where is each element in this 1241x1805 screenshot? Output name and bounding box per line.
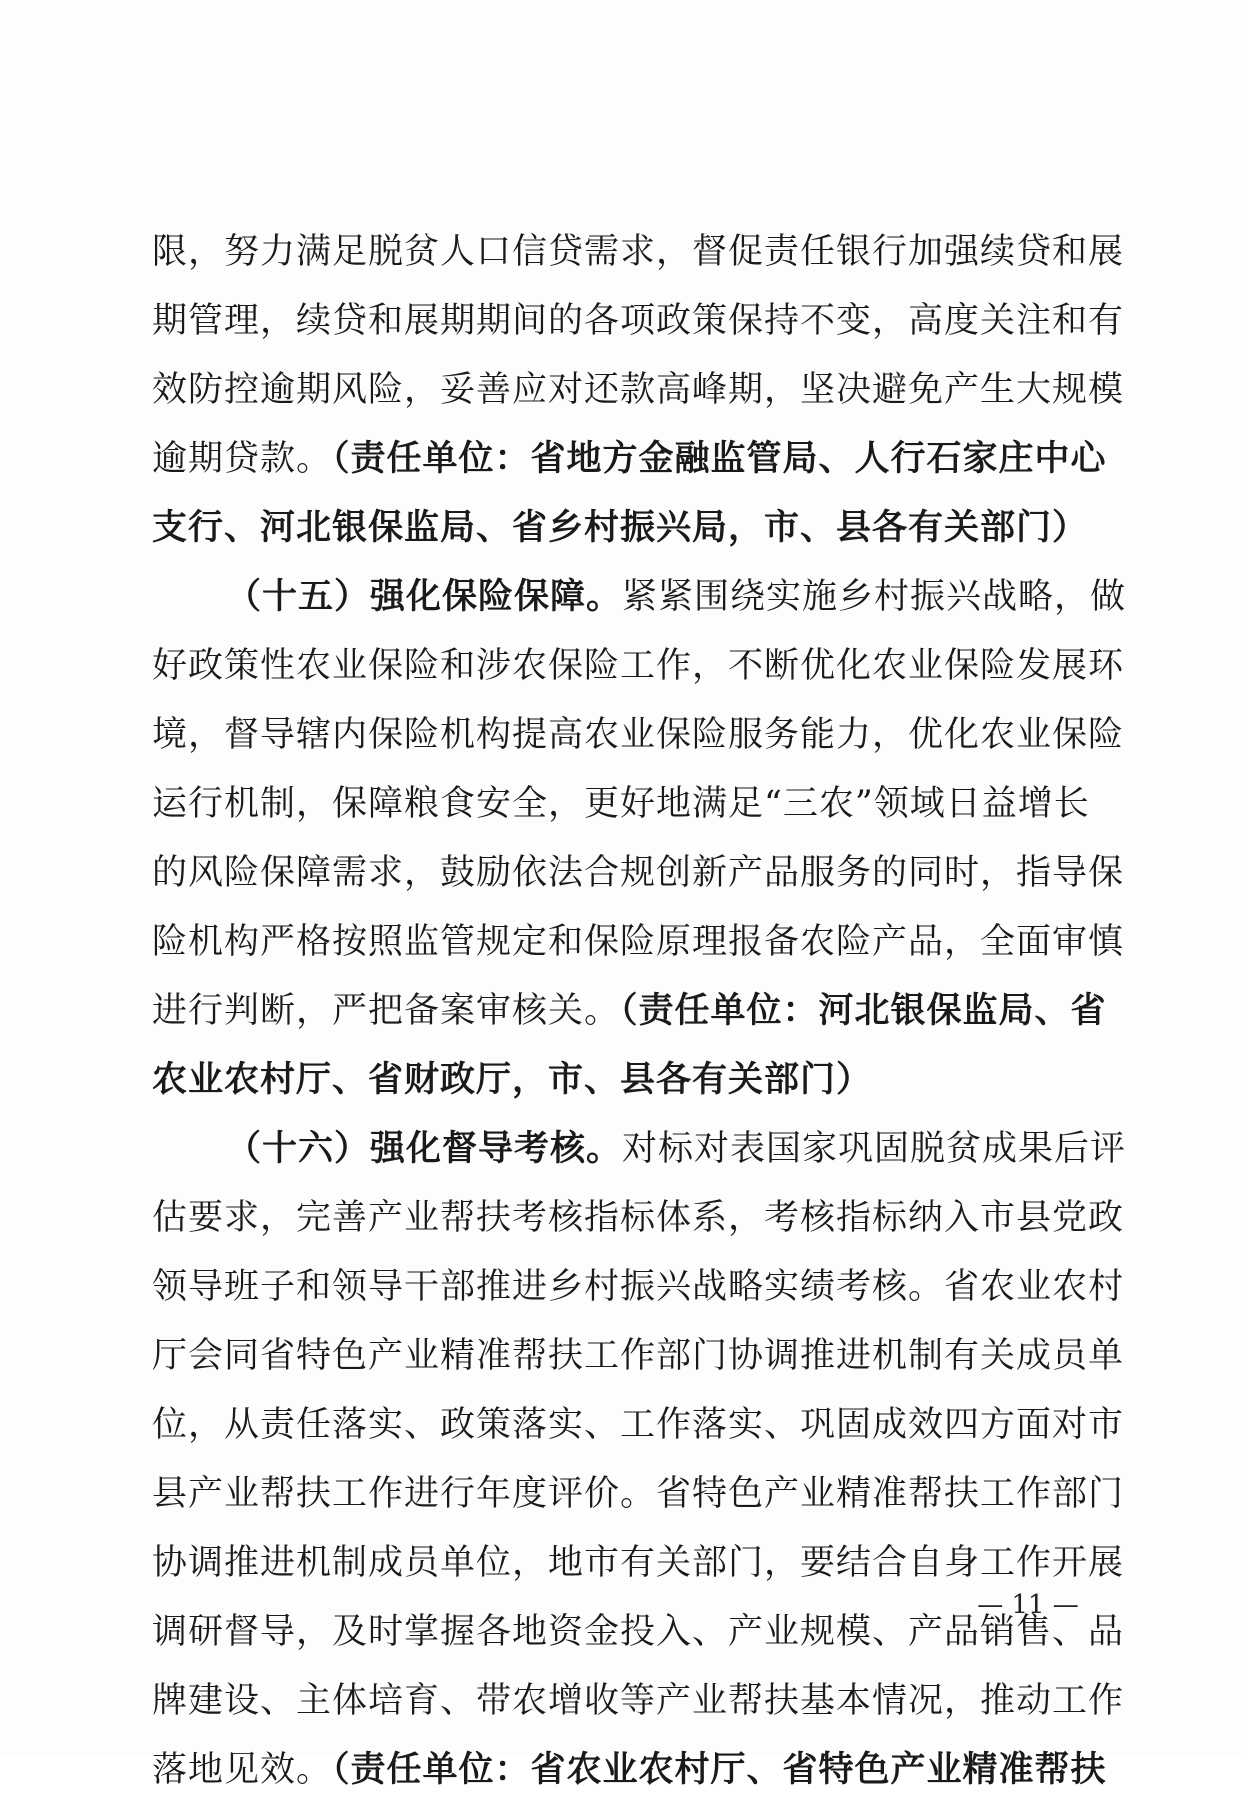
text-line [152, 1667, 1125, 1736]
text-segment: 厅会同省特色产业精准帮扶工作部门协调推进机制有关成员单 [152, 1336, 1125, 1376]
text-segment: 好政策性农业保险和涉农保险工作，不断优化农业保险发展环 [152, 646, 1125, 686]
text-line [152, 839, 1125, 908]
bold-text-segment: （十六）强化督导考核。 [226, 1129, 623, 1169]
text-line [152, 1391, 1125, 1460]
text-line [152, 494, 1089, 563]
bold-text-segment: 支行、河北银保监局、省乡村振兴局，市、县各有关部门） [152, 508, 1089, 548]
text-segment: 险机构严格按照监管规定和保险原理报备农险产品，全面审慎 [152, 922, 1125, 962]
bold-text-segment: 农业农村厅、省财政厅，市、县各有关部门） [152, 1060, 873, 1100]
text-line [152, 632, 1125, 701]
text-line [152, 1460, 1125, 1529]
text-segment: 估要求，完善产业帮扶考核指标体系，考核指标纳入市县党政 [152, 1198, 1125, 1238]
text-segment: 期管理，续贷和展期期间的各项政策保持不变，高度关注和有 [152, 301, 1125, 341]
bold-text-segment: （责任单位：省地方金融监管局、人行石家庄中心 [332, 439, 1107, 479]
text-segment: 逾期贷款。 [152, 439, 333, 479]
bold-text-segment: （责任单位：河北银保监局、省 [620, 991, 1107, 1031]
text-segment: 落地见效。 [152, 1750, 333, 1790]
text-line [152, 563, 1127, 632]
text-line [152, 356, 1125, 425]
bold-text-segment: （责任单位：省农业农村厅、省特色产业精准帮扶 [332, 1750, 1107, 1790]
text-line [152, 1046, 1082, 1115]
text-segment: 县产业帮扶工作进行年度评价。省特色产业精准帮扶工作部门 [152, 1474, 1125, 1514]
text-line [152, 425, 1107, 494]
text-segment: 的风险保障需求，鼓励依法合规创新产品服务的同时，指导保 [152, 853, 1125, 893]
text-line [152, 1322, 1125, 1391]
text-segment: 领导班子和领导干部推进乡村振兴战略实绩考核。省农业农村 [152, 1267, 1125, 1307]
text-line [152, 287, 1125, 356]
text-segment: 调研督导，及时掌握各地资金投入、产业规模、产品销售、品 [152, 1612, 1125, 1652]
text-line [152, 701, 1125, 770]
text-segment: 紧紧围绕实施乡村振兴战略，做 [622, 577, 1127, 617]
text-line [152, 218, 1125, 287]
text-line [152, 1529, 1125, 1598]
text-segment: 效防控逾期风险，妥善应对还款高峰期，坚决避免产生大规模 [152, 370, 1125, 410]
text-segment: 运行机制，保障粮食安全，更好地满足“三农”领域日益增长 [152, 784, 1090, 824]
text-line [152, 1253, 1125, 1322]
text-segment: 进行判断，严把备案审核关。 [152, 991, 621, 1031]
text-segment: 协调推进机制成员单位，地市有关部门，要结合自身工作开展 [152, 1543, 1125, 1583]
text-line [152, 1598, 1125, 1667]
text-line [152, 908, 1125, 977]
text-line [152, 770, 1090, 839]
text-segment: 牌建设、主体培育、带农增收等产业帮扶基本情况，推动工作 [152, 1681, 1125, 1721]
text-segment: 位，从责任落实、政策落实、工作落实、巩固成效四方面对市 [152, 1405, 1125, 1445]
text-line [152, 977, 1107, 1046]
text-line [152, 1115, 1127, 1184]
body-text [152, 218, 1127, 1805]
text-line [152, 1184, 1125, 1253]
text-segment: 对标对表国家巩固脱贫成果后评 [622, 1129, 1127, 1169]
text-line [152, 1736, 1107, 1805]
text-segment: 境，督导辖内保险机构提高农业保险服务能力，优化农业保险 [152, 715, 1125, 755]
text-segment: 限，努力满足脱贫人口信贷需求，督促责任银行加强续贷和展 [152, 232, 1125, 272]
bold-text-segment: （十五）强化保险保障。 [226, 577, 623, 617]
page-number: — 11 — [977, 1590, 1079, 1620]
